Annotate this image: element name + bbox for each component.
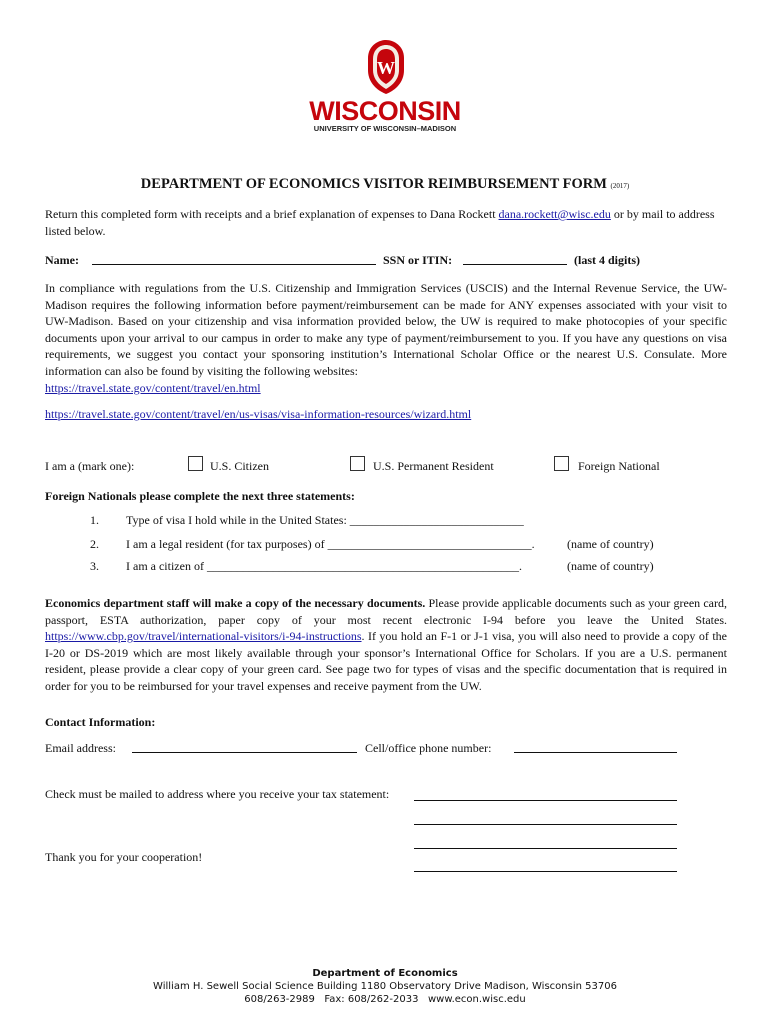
ssn-field[interactable]: [463, 264, 567, 265]
footer-address: William H. Sewell Social Science Building 1180 Observatory Drive Madison, Wisconsin 53706: [153, 981, 617, 992]
email-label: Email address:: [45, 741, 116, 755]
form-title: [0, 176, 770, 193]
uw-crest-logo: [364, 38, 408, 96]
visa-type-statement[interactable]: Type of visa I hold while in the United States: _____________________________: [126, 513, 524, 527]
address-line-3[interactable]: [414, 848, 677, 849]
foreign-item-num-1: 1.: [90, 513, 99, 527]
footer-dept: Department of Economics: [312, 968, 458, 979]
form-title-year: (2017): [610, 182, 630, 190]
intro-paragraph: [45, 206, 727, 239]
travel-link-1[interactable]: https://travel.state.gov/content/travel/en.html: [45, 381, 261, 395]
citizen-of-statement[interactable]: I am a citizen of ____________________________________________________.: [126, 559, 522, 573]
compliance-paragraph: In compliance with regulations from the U.S. Citizenship and Immigration Services (USCIS) and the Internal Revenue Service, the UW-Madison requires the following information before payment/reimbursement can be made for ANY expenses associated with your visit to UW-Madison. Based on your citizenship and visa information provided below, the UW is required to make photocopies of your specific documents upon your arrival to our campus in order to make any type of payment/reimbursement to you. If you have any questions on visa requirements, we suggest you contact your sponsoring institution’s International Scholar Office or the nearest U.S. Consulate. More information can also be found by visiting the following websites:: [45, 281, 727, 378]
country-hint-3: (name of country): [567, 559, 654, 573]
wordmark: WISCONSIN: [309, 96, 461, 126]
address-line-4[interactable]: [414, 871, 677, 872]
country-hint-2: (name of country): [567, 537, 654, 551]
mailing-address-label: Check must be mailed to address where you receive your tax statement:: [45, 787, 390, 801]
intro-text: Return this completed form with receipts and a brief explanation of expenses to Dana Rockett: [45, 207, 499, 221]
address-line-2[interactable]: [414, 824, 677, 825]
documents-lead: Economics department staff will make a copy of the necessary documents.: [45, 596, 426, 610]
foreign-national-checkbox[interactable]: [554, 456, 569, 471]
footer-contact: 608/263-2989 Fax: 608/262-2033 www.econ.wisc.edu: [244, 994, 526, 1005]
us-citizen-label: U.S. Citizen: [210, 459, 269, 473]
documents-paragraph: [45, 595, 727, 694]
crest-icon: [364, 38, 408, 96]
foreign-heading: Foreign Nationals please complete the next three statements:: [45, 489, 355, 503]
foreign-national-label: Foreign National: [578, 459, 660, 473]
documents-text-2: . If you hold an F-1 or J-1 visa, you will also need to provide a copy of the I-20 or DS-2019 which are most likely available through your sponsor’s International Office for Scholars. If you are a U.S. permanent resident, please provide a clear copy of your green card. See page two for types of visas and the specific documentation that is required in order for you to be reimbursed for your travel expenses and receive payment from the UW.: [45, 629, 727, 693]
travel-link-2[interactable]: https://travel.state.gov/content/travel/en/us-visas/visa-information-resources/wizard.html: [45, 407, 472, 421]
ssn-label: SSN or ITIN:: [383, 253, 453, 267]
phone-label: Cell/office phone number:: [365, 741, 492, 755]
contact-heading: Contact Information:: [45, 715, 156, 729]
form-title-main: DEPARTMENT OF ECONOMICS VISITOR REIMBURSEMENT FORM: [140, 176, 607, 192]
i94-link[interactable]: https://www.cbp.gov/travel/international-visitors/i-94-instructions: [45, 629, 362, 643]
ssn-hint: (last 4 digits): [574, 253, 640, 267]
legal-resident-statement[interactable]: I am a legal resident (for tax purposes) of __________________________________.: [126, 537, 535, 551]
svg-text:W: W: [377, 58, 395, 78]
us-citizen-checkbox[interactable]: [188, 456, 203, 471]
permanent-resident-checkbox[interactable]: [350, 456, 365, 471]
foreign-item-num-2: 2.: [90, 537, 99, 551]
name-field[interactable]: [92, 264, 376, 265]
phone-field[interactable]: [514, 752, 677, 753]
thank-you-text: Thank you for your cooperation!: [45, 850, 203, 864]
address-line-1[interactable]: [414, 800, 677, 801]
foreign-item-num-3: 3.: [90, 559, 99, 573]
intro-text-after: or by mail to address listed below.: [45, 207, 715, 238]
status-label: I am a (mark one):: [45, 459, 135, 473]
permanent-resident-label: U.S. Permanent Resident: [373, 459, 494, 473]
wordmark-subtitle: UNIVERSITY OF WISCONSIN–MADISON: [313, 124, 457, 133]
email-field[interactable]: [132, 752, 357, 753]
documents-text-1: Please provide applicable documents such as your green card, passport, ESTA authorization, paper copy of your most recent electronic I-94 before you leave the United States.: [45, 596, 727, 627]
email-link[interactable]: dana.rockett@wisc.edu: [498, 207, 611, 221]
name-label: Name:: [45, 253, 79, 267]
